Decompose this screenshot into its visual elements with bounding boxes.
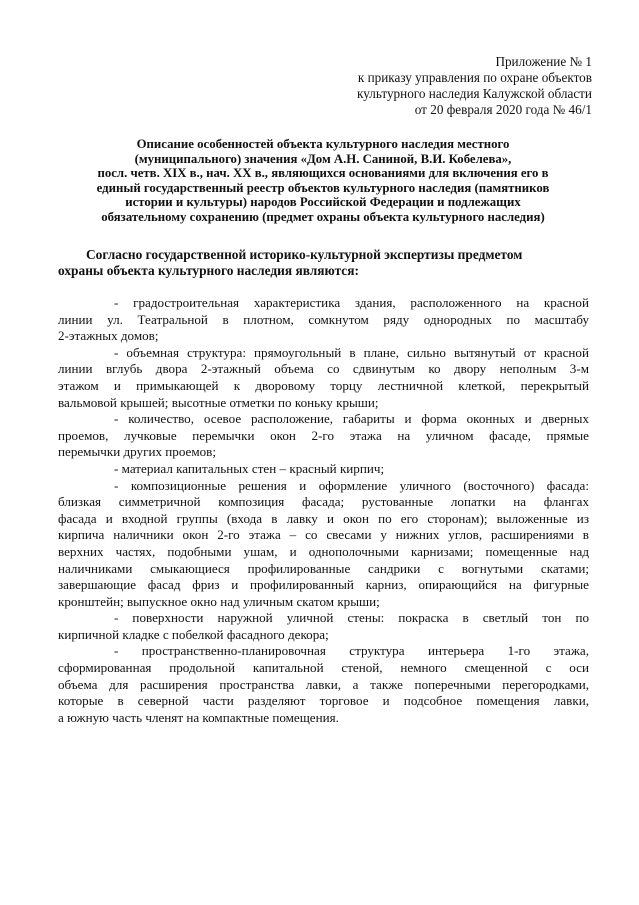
- appendix-line: Приложение № 1: [495, 54, 592, 69]
- body-line: кирпича наличники окон 2-го этажа – со свесами у нижних углов, расширениями в: [58, 527, 589, 543]
- body-line: сформированная продольной капитальной стеной, немного смещенной с оси: [58, 660, 589, 676]
- body-line: - композиционные решения и оформление уличного (восточного) фасада:: [114, 477, 589, 493]
- document-body: [58, 295, 589, 726]
- body-line: - пространственно-планировочная структура интерьера 1-го этажа,: [114, 643, 589, 659]
- body-line: близкая симметричной композиция фасада; рустованные лопатки на флангах: [58, 494, 589, 510]
- title-line: единый государственный реестр объектов культурного наследия (памятников: [96, 180, 550, 195]
- title-line: обязательному сохранению (предмет охраны объекта культурного наследия): [101, 209, 545, 224]
- body-line: фасада и входной группы (входа в лавку и окон по его сторонам); выложенные из: [58, 510, 589, 526]
- body-line: а южную часть членят на компактные помещения.: [58, 709, 339, 725]
- appendix-line: культурного наследия Калужской области: [357, 86, 592, 101]
- body-line: линии вглубь двора 2-этажный объема со сдвинутым ко двору неполным 3-м: [58, 361, 589, 377]
- body-line: - поверхности наружной уличной стены: покраска в светлый тон по: [114, 610, 589, 626]
- body-line: завершающие фасад фриз и профилированный карниз, опирающийся на фигурные: [58, 577, 589, 593]
- body-line: линии ул. Театральной в плотном, сомкнутом ряду однородных по масштабу: [58, 311, 589, 327]
- body-line: верхних частях, подобными ушам, и однополочными карнизами; помещенные над: [58, 543, 589, 559]
- document-title: [58, 137, 588, 225]
- body-line: этажом и примыкающей к дворовому торцу лестничной клеткой, перекрытый: [58, 377, 589, 393]
- body-line: объема для расширения пространства лавки, а также поперечными перегородками,: [58, 676, 589, 692]
- body-line: - градостроительная характеристика здания, расположенного на красной: [114, 295, 589, 310]
- body-line: перемычки других проемов;: [58, 444, 216, 460]
- appendix-line: к приказу управления по охране объектов: [357, 70, 592, 85]
- lead-paragraph: [58, 247, 590, 279]
- body-line: кирпичной кладке с побелкой фасадного декора;: [58, 626, 329, 642]
- appendix-line: от 20 февраля 2020 года № 46/1: [414, 102, 592, 117]
- body-line: проемов, лучковые перемычки окон 2-го этажа на уличном фасаде, прямые: [58, 427, 589, 443]
- body-line: 2-этажных домов;: [58, 328, 159, 344]
- body-line: - материал капитальных стен – красный кирпич;: [114, 460, 385, 476]
- lead-line: Согласно государственной историко-культурной экспертизы предметом: [86, 247, 523, 262]
- title-line: Описание особенностей объекта культурного наследия местного: [136, 137, 510, 151]
- appendix-header: [357, 54, 592, 118]
- title-line: истории и культуры) народов Российской Федерации и подлежащих: [125, 195, 521, 210]
- body-line: вальмовой крышей; высотные отметки по коньку крыши;: [58, 394, 379, 410]
- body-line: кронштейн; выпускное окно над уличным скатом крыши;: [58, 593, 380, 609]
- lead-line: охраны объекта культурного наследия являются:: [58, 263, 359, 278]
- title-line: (муниципального) значения «Дом А.Н. Саниной, В.И. Кобелева»,: [134, 151, 512, 166]
- body-line: - объемная структура: прямоугольный в плане, сильно вытянутый от красной: [114, 344, 589, 360]
- body-line: - количество, осевое расположение, габариты и форма оконных и дверных: [114, 411, 589, 427]
- body-line: наличниками смыкающиеся профилированные сандрики с вогнутыми скатами;: [58, 560, 589, 576]
- title-line: посл. четв. XIX в., нач. XX в., являющихся основаниями для включения его в: [97, 166, 549, 181]
- body-line: которые в северной части разделяют торговое и подсобное помещения лавки,: [58, 693, 589, 709]
